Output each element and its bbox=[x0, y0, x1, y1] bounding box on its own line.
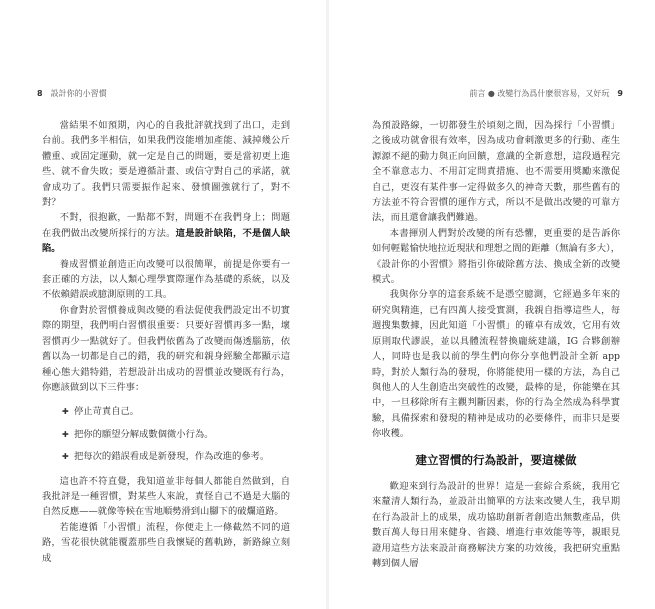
list-item bbox=[62, 404, 290, 419]
bullet-icon: ✚ bbox=[62, 452, 69, 462]
right-paragraph-1: 為預設路線，一切都發生於頃刻之間，因為採行「小習慣」之後成功就會很有效率，因為成功會刺激更多的行動、產生源源不絕的動力與正向回饋，意識的全新意想，這段過程完全不靠意志力、不用訂定問責措施、也不需要用獎勵來激促自己，更沒有某件事一定得做多久的神奇天數，那些舊有的方法並不符合習慣的運作方式，所以不是做出改變的可靠方法，而且還會讓我們難過。 bbox=[372, 120, 620, 224]
list-item bbox=[62, 449, 290, 464]
right-running-header bbox=[469, 88, 623, 99]
right-page-body bbox=[372, 118, 620, 571]
right-paragraph-4: 歡迎來到行為設計的世界！這是一套綜合系統，我用它來釐清人類行為，並設計出簡單的方法來改變人生，我早期在行為設計上的成果，成功協助創新者創造出無數產品，供數百萬人每日用來健身、省錢、增進行車效能等等，親眼見證用這些方法來設計商務解決方案的功效後，我把研究重點轉到個人層 bbox=[372, 480, 620, 569]
left-page-body bbox=[42, 118, 290, 566]
list-item bbox=[62, 427, 290, 442]
list-item-text: 把你的願望分解成數個微小行為。 bbox=[74, 428, 214, 440]
design-flaw-bold-sentence: 這是設計缺陷，不是個人缺陷。 bbox=[42, 227, 290, 255]
left-paragraph-5: 這也許不符直覺，我知道並非每個人都能自然做到，自我批評是一種習慣，對某些人來說，責怪自己不過是大腦的自然反應——就像等候在雪地順勢滑到山腳下的破爛道路。 bbox=[42, 475, 290, 518]
bullet-icon: ✚ bbox=[62, 429, 69, 439]
section-heading: 建立習慣的行為設計，要這樣做 bbox=[415, 452, 577, 467]
right-paragraph-2: 本書揮別人們對於改變的所有恐懼，更重要的是告訴你如何輕鬆愉快地拉近現狀和理想之間的距離（無論有多大），《設計你的小習慣》將指引你破除舊方法、換成全新的改變模式。 bbox=[372, 227, 620, 286]
left-paragraph-2 bbox=[42, 210, 290, 256]
left-paragraph-3: 養成習慣並創造正向改變可以很簡單，前提是你要有一套正確的方法，以人類心理學實際運作為基礎的系統，以及不依賴錯誤或臆測原則的工具。 bbox=[42, 258, 290, 301]
left-page bbox=[0, 0, 326, 609]
left-paragraph-4: 你會對於習慣養成與改變的看法促使我們設定出不切實際的期望，我們明白習慣很重要：只要好習慣再多一點，壞習慣再少一點就好了。但我們依舊為了改變而傷透腦筋，依舊以為一切都是自己的錯，我的研究和親身經驗全都顯示這種心態大錯特錯，若想設計出成功的習慣並改變既有行為，你應該做到以下三件事： bbox=[42, 304, 290, 393]
left-paragraph-6: 若能遵循「小習慣」流程，你便走上一條截然不同的道路，雪花很快就能覆蓋那些自我懷疑的舊軌跡，新路線立刻成 bbox=[42, 521, 290, 564]
left-paragraph-2-text: 不對，很抱歉，一點都不對，問題不在我們身上；問題在我們做出改變所採行的方法。 bbox=[42, 212, 290, 239]
right-page-number: 9 bbox=[617, 89, 623, 98]
right-page bbox=[329, 0, 655, 609]
right-paragraph-3: 我與你分享的這套系統不是憑空臆測，它經過多年來的研究與精進，已有四萬人接受實測，我親自指導這些人，每週搜集數據，因此知道「小習慣」的確卓有成效，它用有效原則取代謬誤，並以具體流程替換龐統建議，IG 合夥創辦人，同時也是我以前的學生們向你分享他們設計全新 app 時，對於人類行為的發現，你將能使用一樣的方法，為自己與他人的人生創造出突破性的改變，最棒的是，你能樂在其中，一旦移除所有主觀判斷因素，你的行為全然成為科學實驗，具備探索和發現的精神是成功的必要條件，而非只是要你收穫。 bbox=[372, 289, 620, 440]
bullet-icon: ✚ bbox=[62, 407, 69, 417]
left-running-head: 設計你的小習慣 bbox=[50, 89, 107, 98]
left-page-number: 8 bbox=[37, 89, 43, 98]
list-item-text: 把每次的錯誤看成是新發現，作為改進的參考。 bbox=[74, 451, 270, 463]
left-paragraph-1: 當結果不如預期，內心的自我批評就找到了出口，走到台前。我們多半相信，如果我們沒能增加產能、減掉幾公斤體重、或固定運動，就一定是自己的問題，要是當初更上進些、就不會失敗；要是遵循計畫、或信守對自己的承諾，就會成功了。我們只需要振作起來、發憤圖強就行了，對不對？ bbox=[42, 120, 290, 209]
left-running-header bbox=[37, 88, 107, 99]
list-item-text: 停止苛責自己。 bbox=[74, 406, 140, 418]
three-steps-list bbox=[62, 404, 290, 464]
right-running-head: 前言 ● 改變行為爲什麼很容易，又好玩 bbox=[469, 89, 610, 98]
